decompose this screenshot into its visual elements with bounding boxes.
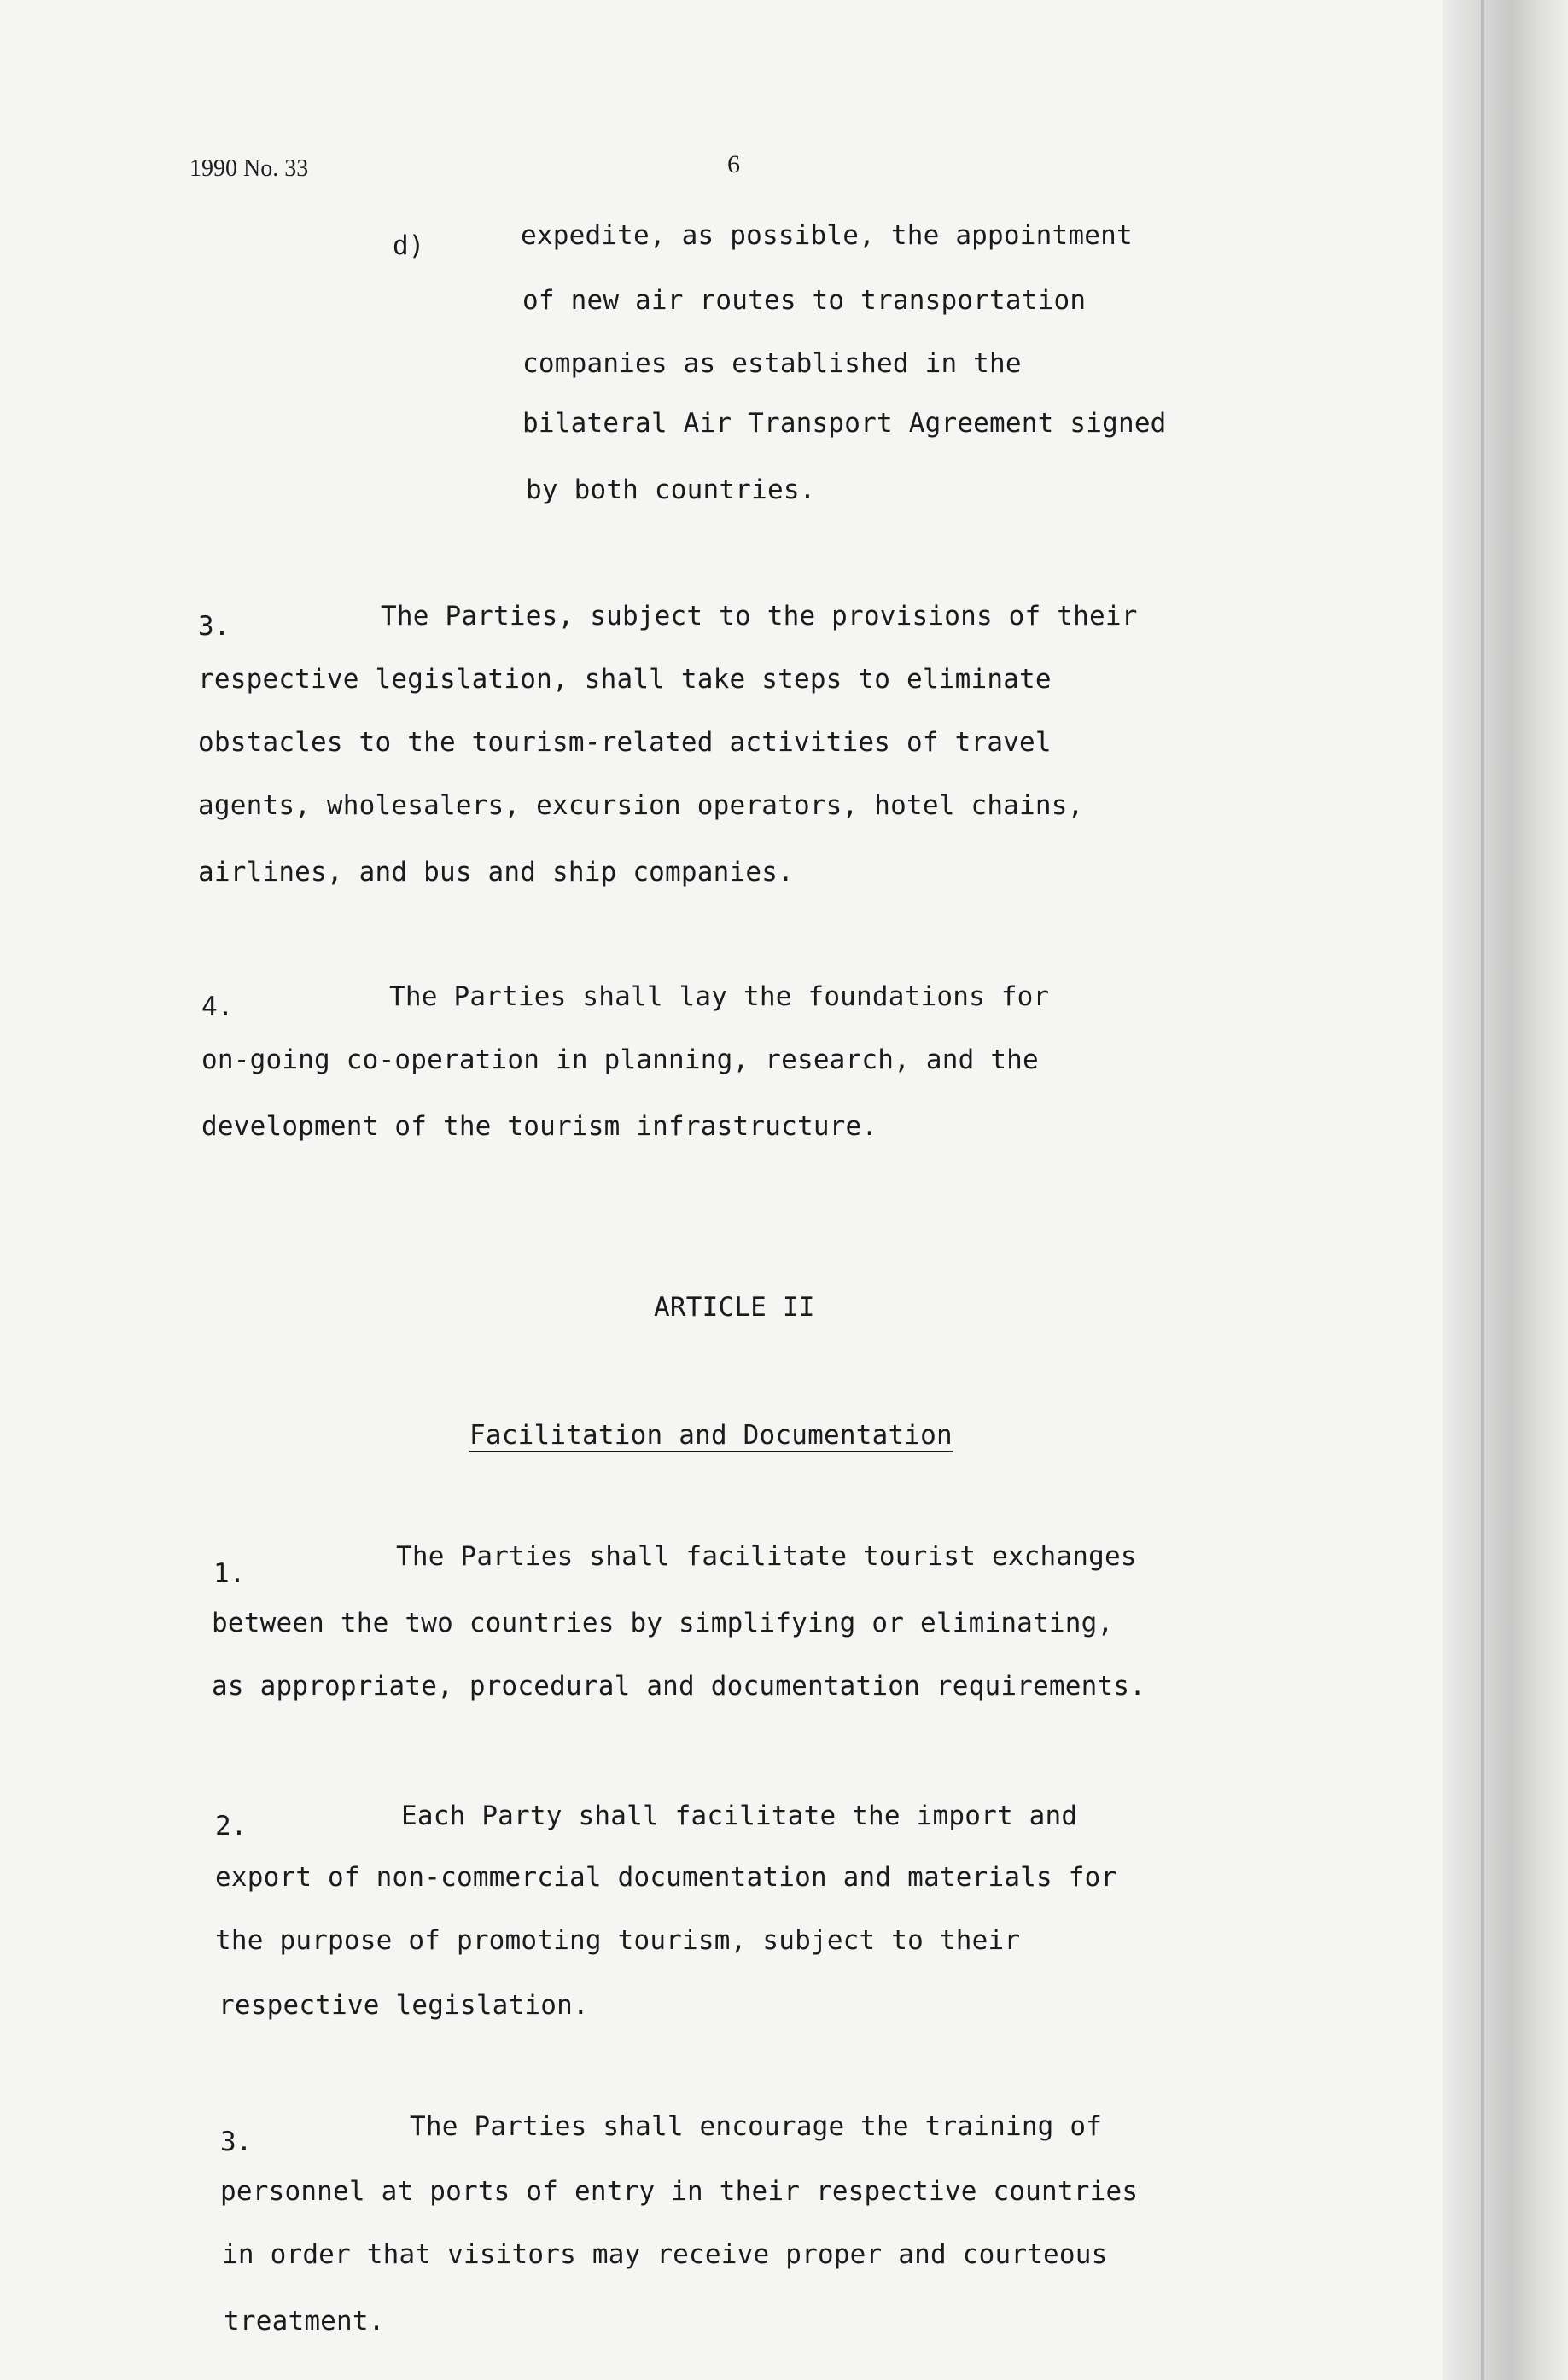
text-line: expedite, as possible, the appointment <box>521 220 1133 251</box>
text-line: The Parties, subject to the provisions of their <box>381 601 1138 631</box>
text-line: of new air routes to transportation <box>522 285 1087 316</box>
paragraph-number: 3. <box>220 2127 253 2157</box>
page-binding-edge <box>1443 0 1568 2380</box>
text-line: personnel at ports of entry in their respective countries <box>220 2176 1139 2207</box>
text-line: as appropriate, procedural and documentation requirements. <box>212 1671 1146 1702</box>
paragraph-number: 3. <box>198 611 230 642</box>
text-line: obstacles to the tourism-related activities of travel <box>198 727 1052 758</box>
text-line: agents, wholesalers, excursion operators, hotel chains, <box>198 790 1084 821</box>
text-line: in order that visitors may receive proper and courteous <box>222 2239 1108 2270</box>
text-line: bilateral Air Transport Agreement signed <box>522 408 1167 439</box>
text-line: by both countries. <box>526 474 816 505</box>
text-line: The Parties shall encourage the training of <box>410 2111 1103 2142</box>
text-line: companies as established in the <box>522 348 1022 379</box>
text-line: airlines, and bus and ship companies. <box>198 857 794 887</box>
text-line: development of the tourism infrastructure. <box>201 1111 878 1142</box>
paragraph-number: 4. <box>201 992 234 1022</box>
text-line: treatment. <box>224 2306 385 2336</box>
text-line: respective legislation, shall take steps to eliminate <box>198 664 1052 695</box>
page-number: 6 <box>727 150 740 178</box>
text-line: the purpose of promoting tourism, subject to their <box>215 1925 1021 1956</box>
item-marker: d) <box>393 230 425 261</box>
text-line: The Parties shall facilitate tourist exchanges <box>396 1541 1137 1572</box>
text-line: export of non-commercial documentation and materials for <box>215 1862 1117 1893</box>
paragraph-number: 2. <box>215 1811 248 1842</box>
text-line: on-going co-operation in planning, research, and the <box>201 1045 1039 1075</box>
article-heading: ARTICLE II <box>654 1292 815 1323</box>
text-line: respective legislation. <box>219 1990 589 2021</box>
paragraph-number: 1. <box>213 1558 246 1589</box>
text-line: Each Party shall facilitate the import and <box>401 1801 1078 1831</box>
page-edge-line <box>1481 0 1484 2380</box>
document-reference: 1990 No. 33 <box>189 155 309 182</box>
text-line: between the two countries by simplifying or eliminating, <box>212 1608 1114 1638</box>
text-line: The Parties shall lay the foundations for <box>389 981 1050 1012</box>
article-subheading: Facilitation and Documentation <box>469 1420 953 1451</box>
